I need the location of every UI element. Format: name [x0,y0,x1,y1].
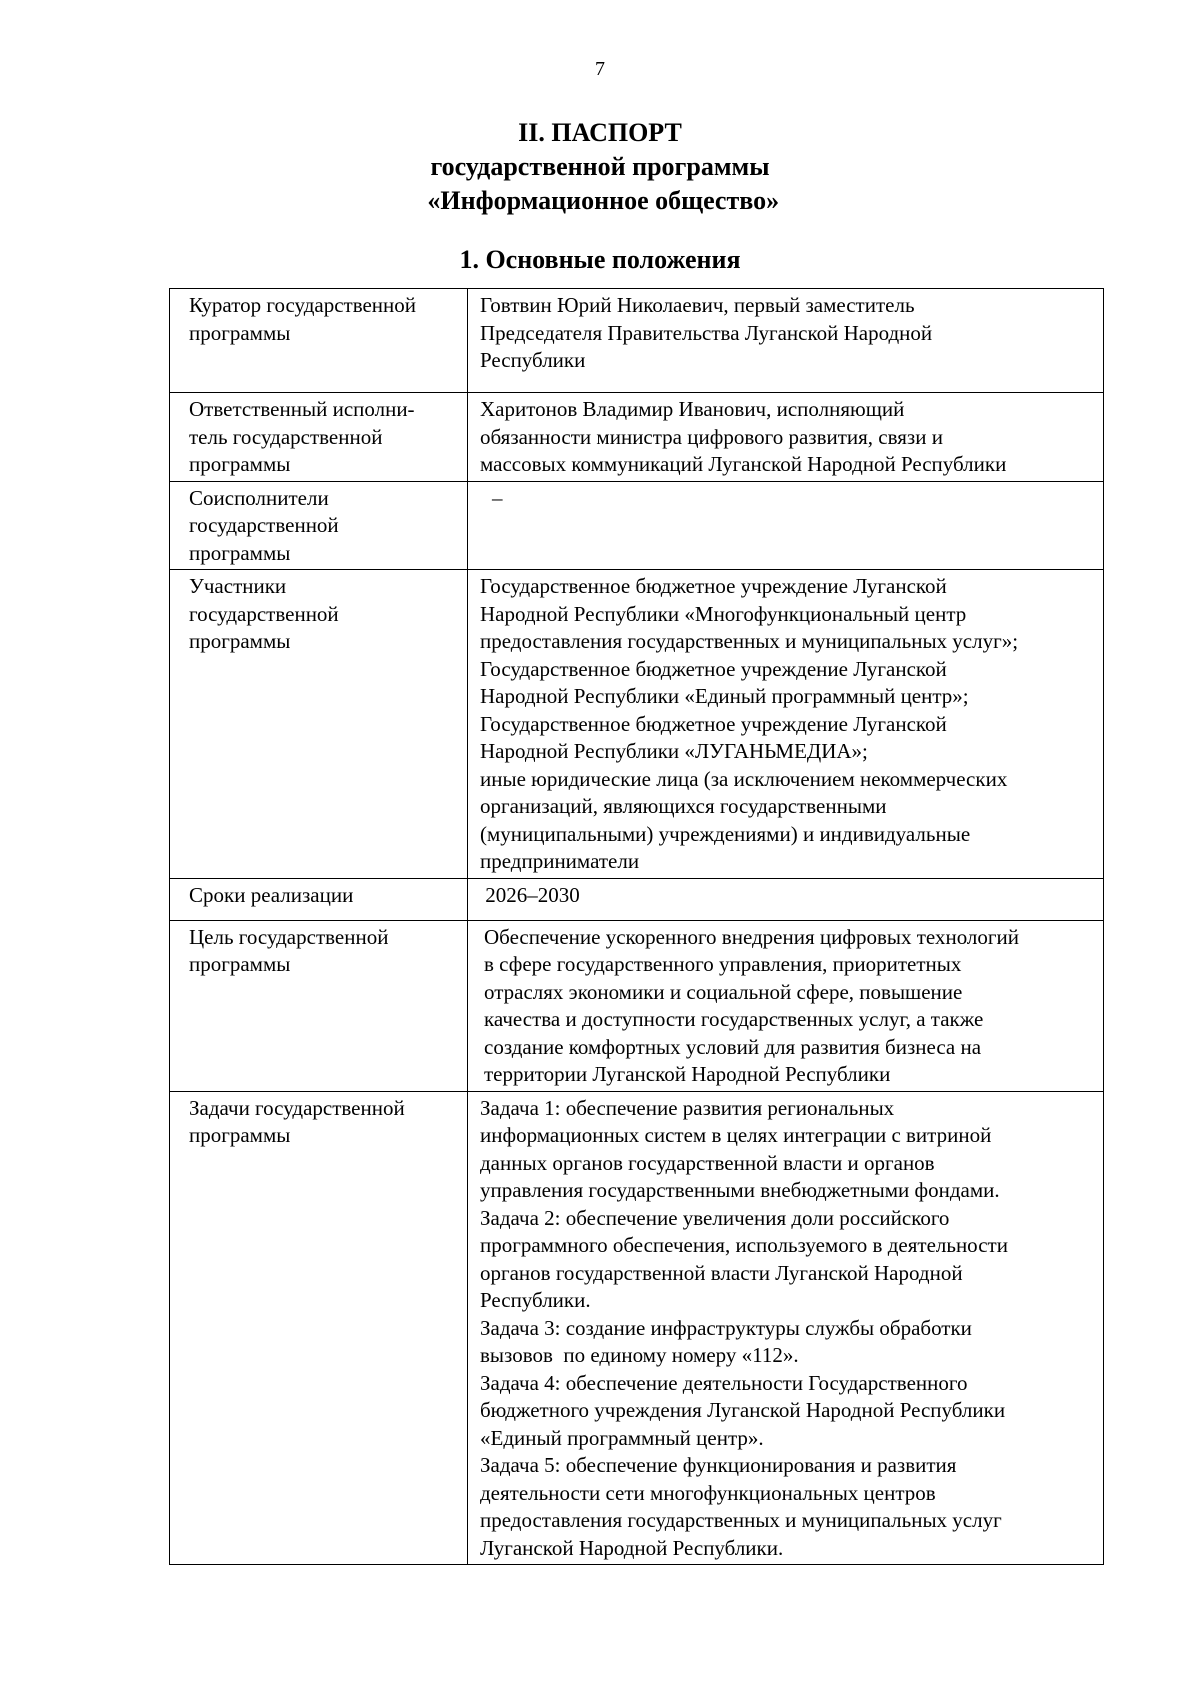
text-line: Народной Республики «ЛУГАНЬМЕДИА»; [480,739,868,763]
text-line: Соисполнители [189,485,329,510]
text-line: программы [189,452,291,476]
row-co-executors-label [170,481,468,570]
row-co-executors-value [468,481,1104,570]
row-participants-label [170,570,468,879]
row-curator [170,289,1104,393]
text-line: Республики [480,348,586,372]
passport-table-body [170,289,1104,1565]
title-line-2: государственной программы [430,152,770,181]
text-line: информационных систем в целях интеграции с витриной [480,1123,992,1147]
text-line: Государственное бюджетное учреждение Луганской [480,574,947,598]
row-participants-value [468,570,1104,879]
passport-table [169,288,1104,1565]
text-line: программы [189,540,291,565]
text-line: Задачи государственной [189,1095,405,1120]
text-line: вызовов по единому номеру «112». [480,1343,799,1367]
text-line: создание комфортных условий для развития бизнеса на [484,1034,982,1059]
text-line: 2026–2030 [480,882,580,907]
row-responsible-executor [170,393,1104,482]
text-line: органов государственной власти Луганской Народной [480,1260,963,1285]
dash-value: – [492,485,503,510]
page-number: 7 [595,58,605,80]
row-timeframe-value [468,878,1104,920]
title-line-3: «Информационное общество» [420,186,780,215]
text-line: Задача 3: создание инфраструктуры службы обработки [480,1315,972,1340]
text-line: данных органов государственной власти и органов [480,1150,935,1175]
text-line: деятельности сети многофункциональных центров [480,1480,936,1505]
text-line: массовых коммуникаций Луганской Народной Республики [480,452,1007,476]
text-line: программного обеспечения, используемого в деятельности [480,1233,1008,1257]
text-line: отраслях экономики и социальной сфере, повышение [484,979,963,1004]
title-line-1: II. ПАСПОРТ [518,118,682,147]
text-line: Участники [189,574,287,598]
text-line: Сроки реализации [189,882,354,907]
text-line: Цель государственной [189,924,389,949]
row-goal-label [170,920,468,1091]
text-line: предоставления государственных и муниципальных услуг [480,1508,1002,1532]
row-tasks [170,1091,1104,1565]
row-responsible-executor-label [170,393,468,482]
text-line: организаций, являющихся государственными [480,794,887,818]
row-goal-value [468,920,1104,1091]
row-tasks-label [170,1091,468,1565]
text-line: иные юридические лица (за исключением некоммерческих [480,766,1008,791]
text-line: предоставления государственных и муниципальных услуг»; [480,629,1019,653]
text-line: программы [189,952,291,976]
text-line: Задача 4: обеспечение деятельности Государственного [480,1370,968,1395]
text-line: Председателя Правительства Луганской Народной [480,320,933,345]
row-curator-value [468,289,1104,393]
text-line: в сфере государственного управления, приоритетных [484,952,962,976]
section-heading: 1. Основные положения [459,245,741,274]
row-participants [170,570,1104,879]
text-line: Куратор государственной [189,293,417,317]
text-line: государственной [189,513,339,537]
text-line: Задача 2: обеспечение увеличения доли российского [480,1205,950,1230]
row-tasks-value [468,1091,1104,1565]
text-line: тель государственной [189,424,383,449]
text-line: государственной [189,601,339,626]
text-line: Республики. [480,1288,591,1312]
text-line: Государственное бюджетное учреждение Луганской [480,711,947,736]
row-timeframe [170,878,1104,920]
row-responsible-executor-value [468,393,1104,482]
text-line: качества и доступности государственных услуг, а также [484,1007,984,1031]
text-line: Говтвин Юрий Николаевич, первый заместитель [480,293,915,317]
text-line: «Единый программный центр». [480,1425,764,1450]
row-co-executors [170,481,1104,570]
text-line: предприниматели [480,849,640,873]
text-line: Государственное бюджетное учреждение Луганской [480,656,947,681]
text-line: обязанности министра цифрового развития, связи и [480,424,943,449]
text-line: управления государственными внебюджетными фондами. [480,1178,1000,1202]
text-line: (муниципальными) учреждениями) и индивидуальные [480,821,971,846]
text-line: Харитонов Владимир Иванович, исполняющий [480,397,905,421]
text-line: программы [189,1123,291,1147]
text-line: программы [189,629,291,653]
row-goal [170,920,1104,1091]
text-line: Народной Республики «Единый программный центр»; [480,684,969,708]
text-line: бюджетного учреждения Луганской Народной Республики [480,1398,1006,1422]
text-line: территории Луганской Народной Республики [484,1062,891,1086]
text-line: Задача 5: обеспечение функционирования и развития [480,1453,957,1477]
row-timeframe-label [170,878,468,920]
text-line: Обеспечение ускоренного внедрения цифровых технологий [484,924,1019,949]
text-line: Народной Республики «Многофункциональный центр [480,601,967,626]
row-curator-label [170,289,468,393]
text-line: Задача 1: обеспечение развития региональных [480,1095,895,1120]
text-line: Ответственный исполни- [189,397,415,421]
text-line: Луганской Народной Республики. [480,1535,784,1560]
text-line: программы [189,320,291,345]
document-title [0,116,1200,218]
